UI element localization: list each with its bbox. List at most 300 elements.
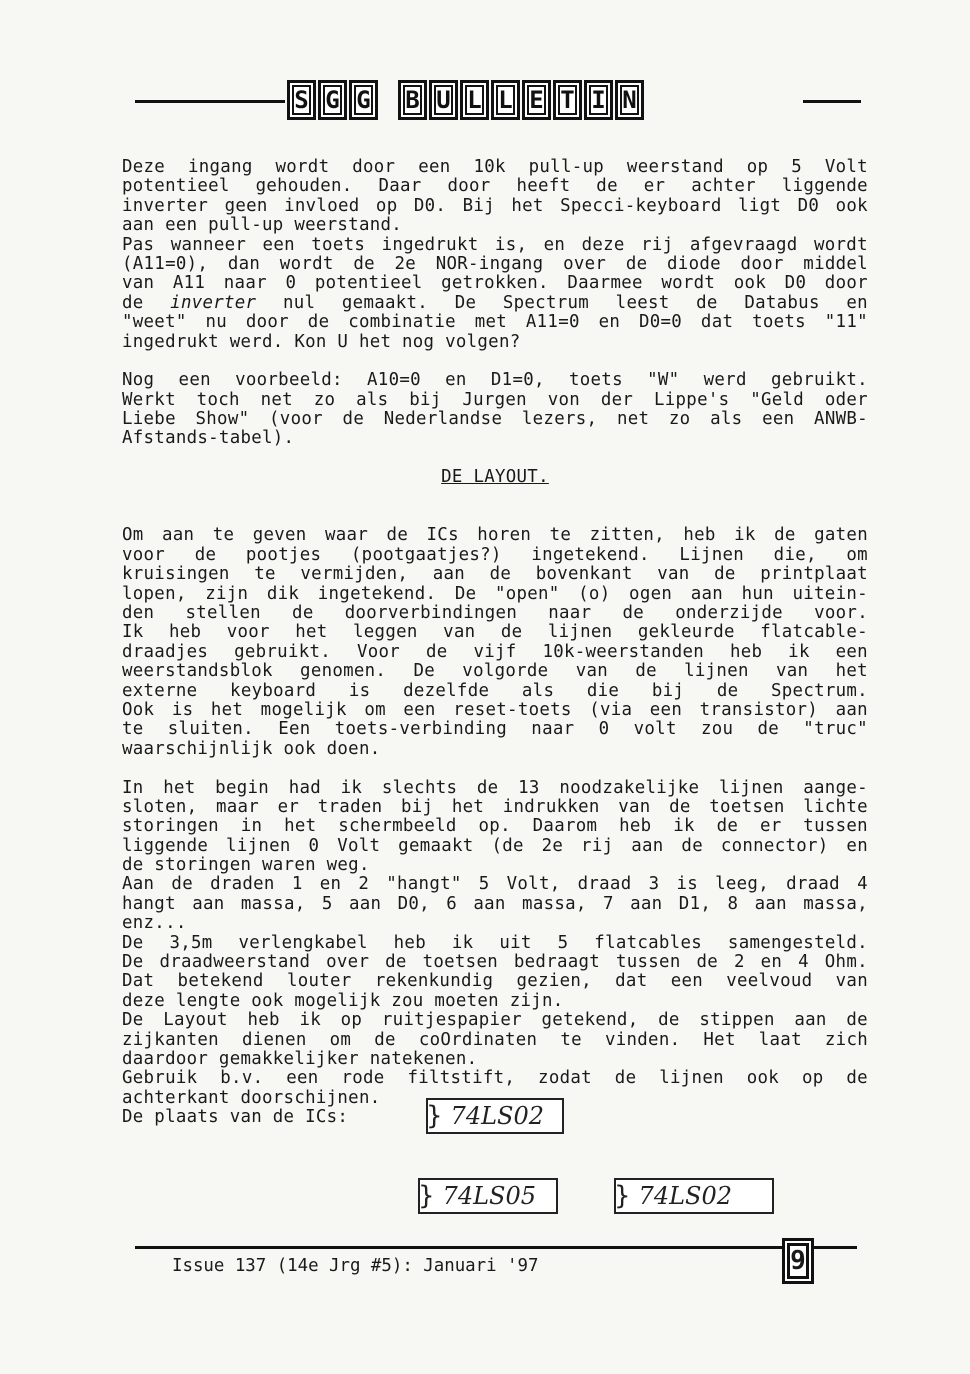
word: connector) bbox=[720, 835, 829, 856]
word: gaten bbox=[814, 525, 868, 546]
word: de bbox=[716, 680, 739, 701]
word: als bbox=[521, 680, 555, 701]
word: 5 bbox=[557, 932, 569, 953]
text-line bbox=[122, 1031, 868, 1050]
word: De bbox=[122, 1010, 144, 1031]
word: heb bbox=[247, 1010, 280, 1031]
text-line bbox=[122, 914, 868, 933]
word: volt bbox=[633, 719, 677, 740]
word: de bbox=[635, 661, 657, 682]
word: dat bbox=[615, 971, 648, 992]
word: ICs bbox=[426, 525, 459, 546]
word: Spectrum. bbox=[771, 680, 868, 701]
word: Voor bbox=[356, 641, 401, 662]
word: door bbox=[447, 176, 491, 197]
word: zodat bbox=[538, 1068, 592, 1089]
masthead-title bbox=[287, 80, 646, 120]
word: aan bbox=[631, 835, 664, 856]
word: gebruikt. bbox=[770, 370, 868, 391]
text-line bbox=[122, 294, 868, 313]
issue-info: Issue 137 (14e Jrg #5): Januari '97 bbox=[172, 1256, 539, 1276]
word: indrukken bbox=[502, 796, 600, 817]
word: onderzijde bbox=[675, 602, 783, 623]
word: hun bbox=[741, 583, 774, 604]
text-line bbox=[122, 255, 868, 274]
word: ANWB- bbox=[814, 409, 868, 430]
word: massa, bbox=[803, 893, 868, 914]
word: 6 bbox=[446, 893, 458, 914]
word: toetsen bbox=[422, 952, 498, 973]
word: de bbox=[386, 525, 409, 546]
word: 10k bbox=[473, 157, 506, 177]
text-line bbox=[122, 720, 868, 739]
word: maar bbox=[215, 796, 260, 817]
word: achter bbox=[691, 176, 756, 197]
word: diode bbox=[667, 253, 721, 274]
masthead-letter: T bbox=[553, 80, 582, 120]
word: als bbox=[710, 409, 743, 430]
word: de bbox=[681, 835, 703, 856]
text-segment: De plaats van de ICs: bbox=[122, 1107, 349, 1128]
word: aan bbox=[161, 525, 195, 546]
text-line bbox=[122, 274, 868, 293]
text-line bbox=[122, 623, 868, 642]
word: ligt bbox=[738, 195, 782, 216]
word: "truc" bbox=[803, 719, 868, 740]
word: leeg, bbox=[715, 874, 769, 895]
text-line bbox=[122, 1050, 868, 1069]
text-line bbox=[122, 934, 868, 953]
word: Deze bbox=[122, 157, 166, 177]
word: leggen bbox=[353, 622, 418, 643]
word: Dat bbox=[122, 971, 155, 992]
masthead-letter: U bbox=[429, 80, 458, 120]
word: heb bbox=[729, 641, 763, 662]
word: de bbox=[714, 564, 736, 585]
word: gebruikt. bbox=[234, 641, 332, 662]
text-line bbox=[122, 837, 868, 856]
ic-notch-icon: } bbox=[418, 1181, 435, 1211]
word: aan bbox=[835, 699, 868, 720]
word: lichte bbox=[803, 796, 868, 817]
word: den bbox=[122, 602, 155, 623]
word: Jurgen bbox=[462, 389, 527, 410]
word: 3 bbox=[648, 874, 660, 895]
word: heeft bbox=[516, 176, 571, 197]
text-line bbox=[122, 604, 868, 623]
text-line bbox=[122, 371, 868, 390]
word: op bbox=[340, 1010, 363, 1031]
word: Specci-keyboard bbox=[560, 195, 722, 216]
word: 2 bbox=[358, 874, 370, 895]
word: te bbox=[212, 525, 235, 546]
word: net bbox=[260, 389, 293, 410]
word: heb bbox=[619, 816, 652, 837]
word: Pas bbox=[122, 234, 155, 255]
word: A11 bbox=[172, 273, 206, 294]
word: en bbox=[319, 874, 342, 895]
text-segment: de storingen waren weg. bbox=[122, 855, 370, 876]
word: ingetekend. bbox=[317, 583, 437, 604]
word: door bbox=[245, 312, 289, 333]
word: Ik bbox=[122, 622, 144, 643]
word: de bbox=[307, 312, 330, 333]
word: de bbox=[596, 176, 618, 197]
word: voor bbox=[122, 544, 166, 565]
word: hangt bbox=[122, 893, 176, 914]
text-line bbox=[122, 895, 868, 914]
ic-label-box bbox=[426, 1098, 564, 1134]
word: is bbox=[676, 874, 699, 895]
word: 13 bbox=[518, 777, 540, 798]
word: ook bbox=[746, 1068, 780, 1089]
word: dezelfde bbox=[403, 680, 490, 701]
word: 2e bbox=[394, 253, 417, 274]
word: filtstift, bbox=[407, 1068, 516, 1089]
text-segment: achterkant doorschijnen. bbox=[122, 1087, 381, 1108]
word: de bbox=[292, 602, 314, 623]
section-heading-text: DE LAYOUT. bbox=[441, 467, 549, 488]
word: storingen bbox=[122, 816, 219, 837]
word: inverter bbox=[122, 195, 209, 216]
word: er bbox=[643, 176, 666, 197]
word: zo bbox=[313, 389, 336, 410]
word: toetsen bbox=[709, 796, 785, 817]
word: en bbox=[598, 312, 621, 333]
text-line bbox=[122, 216, 868, 235]
word: kruisingen bbox=[122, 564, 230, 585]
word: ik bbox=[299, 1010, 321, 1031]
word: lijnen bbox=[547, 622, 613, 643]
word: dat bbox=[700, 312, 734, 333]
word: betekend bbox=[177, 971, 264, 992]
word: externe bbox=[122, 680, 198, 701]
word: dienen bbox=[241, 1029, 307, 1050]
word: Een bbox=[278, 719, 311, 740]
word: draad bbox=[786, 874, 840, 895]
word: aan bbox=[794, 1010, 827, 1031]
word: (A11=0), bbox=[122, 253, 209, 274]
word: ruitjespapier bbox=[381, 1010, 522, 1031]
word: afgevraagd bbox=[689, 234, 798, 255]
masthead-letter: G bbox=[318, 80, 347, 120]
word: gehouden. bbox=[255, 176, 353, 197]
word: D0 bbox=[784, 273, 807, 294]
word: Layout bbox=[163, 1010, 228, 1031]
text-line bbox=[122, 313, 868, 332]
text-segment: Afstands-tabel). bbox=[122, 428, 295, 449]
paragraph-gap bbox=[122, 759, 868, 778]
word: wordt bbox=[814, 234, 868, 255]
word: nu bbox=[205, 312, 228, 333]
word: (voor bbox=[269, 409, 323, 430]
word: is bbox=[171, 699, 194, 720]
word: is, bbox=[494, 234, 528, 255]
text-line bbox=[122, 1011, 868, 1030]
word: de bbox=[846, 1068, 868, 1089]
word: op bbox=[375, 195, 398, 216]
word: gezien, bbox=[516, 971, 592, 992]
word: De bbox=[122, 952, 144, 973]
word: flatcable- bbox=[760, 622, 868, 643]
masthead-letter: S bbox=[287, 80, 316, 120]
word: te bbox=[254, 564, 276, 585]
word: sloten, bbox=[122, 796, 198, 817]
ic-label: 74LS05 bbox=[442, 1182, 537, 1210]
word: vermijden, bbox=[300, 564, 409, 585]
text-line bbox=[122, 972, 868, 991]
text-line bbox=[122, 856, 868, 875]
word: te bbox=[122, 719, 144, 740]
word: Volt bbox=[824, 157, 868, 177]
word: rij bbox=[581, 835, 614, 856]
word: geen bbox=[224, 195, 268, 216]
word: Lijnen bbox=[679, 544, 745, 565]
word: voorbeeld: bbox=[235, 370, 343, 391]
word: 0 bbox=[598, 719, 610, 740]
word: van bbox=[575, 661, 609, 682]
word: bij bbox=[409, 389, 442, 410]
masthead-letter: N bbox=[615, 80, 644, 120]
paragraph-gap bbox=[122, 352, 868, 371]
word: ingetekend. bbox=[531, 544, 650, 565]
word: heb bbox=[683, 525, 716, 546]
word: de bbox=[171, 874, 193, 895]
word: de bbox=[614, 1068, 637, 1089]
word: voor bbox=[226, 622, 270, 643]
word: reset-toets bbox=[453, 699, 572, 720]
word: als bbox=[356, 389, 389, 410]
word: de bbox=[757, 719, 780, 740]
word: ik bbox=[451, 932, 474, 953]
word: Nederlandse bbox=[383, 409, 503, 430]
word: 0 bbox=[308, 835, 320, 856]
word: "11" bbox=[824, 312, 868, 333]
word: werd bbox=[703, 370, 747, 391]
word: over bbox=[563, 253, 607, 274]
word: Daarmee bbox=[567, 273, 643, 294]
word: is bbox=[348, 680, 371, 701]
word: potentieel bbox=[122, 176, 230, 197]
text-line bbox=[122, 565, 868, 584]
word: De bbox=[454, 583, 477, 604]
word: potentieel bbox=[314, 273, 423, 294]
word: het bbox=[295, 622, 328, 643]
word: draadjes bbox=[122, 641, 209, 662]
word: op bbox=[746, 157, 769, 177]
word: getrokken. bbox=[441, 273, 549, 294]
word: de bbox=[696, 952, 719, 973]
word: massa, bbox=[240, 893, 306, 914]
word: liggende bbox=[122, 835, 209, 856]
word: gemaakt. bbox=[341, 292, 429, 313]
word: Volt bbox=[337, 835, 381, 856]
word: op. bbox=[478, 816, 511, 837]
word: zou bbox=[700, 719, 734, 740]
word: van bbox=[776, 661, 809, 682]
word: nul bbox=[282, 292, 316, 313]
word: van bbox=[657, 564, 690, 585]
word: lezers, bbox=[521, 409, 598, 430]
text-line bbox=[122, 526, 868, 545]
text-line bbox=[122, 992, 868, 1011]
word: wanneer bbox=[170, 234, 247, 255]
word: der bbox=[600, 389, 634, 410]
masthead bbox=[135, 78, 860, 126]
word: voor. bbox=[814, 602, 868, 623]
text-line bbox=[122, 236, 868, 255]
word: de bbox=[353, 253, 375, 274]
word: Daarom bbox=[532, 816, 598, 837]
word: tussen bbox=[803, 816, 868, 837]
masthead-letter: E bbox=[522, 80, 551, 120]
word: "open" bbox=[494, 583, 560, 604]
text-line bbox=[122, 740, 868, 759]
word: ook bbox=[835, 195, 868, 216]
word: de bbox=[194, 544, 217, 565]
word: de bbox=[425, 641, 448, 662]
word: op bbox=[801, 1068, 824, 1089]
word: Het bbox=[703, 1029, 736, 1050]
word: NOR-ingang bbox=[435, 253, 544, 274]
word: slechts bbox=[381, 777, 458, 798]
word: horen bbox=[477, 525, 532, 546]
word: lijnen bbox=[659, 1068, 724, 1089]
word: In bbox=[122, 777, 144, 798]
text-segment: ingedrukt werd. Kon U het nog volgen? bbox=[122, 331, 521, 352]
word: gekleurde bbox=[637, 622, 735, 643]
word: het bbox=[511, 195, 544, 216]
word: de bbox=[374, 1029, 396, 1050]
word: genomen. bbox=[300, 661, 387, 682]
word: lijnen bbox=[718, 777, 784, 798]
word: toets-verbinding bbox=[334, 719, 508, 740]
word: naar bbox=[531, 719, 575, 740]
word: aan bbox=[192, 893, 225, 914]
word: heb bbox=[393, 932, 426, 953]
word: 8 bbox=[727, 893, 739, 914]
word: flatcables bbox=[594, 932, 702, 953]
word: zijkanten bbox=[122, 1029, 219, 1050]
word: lopen, bbox=[122, 583, 187, 604]
word: volgorde bbox=[462, 661, 549, 682]
word: de bbox=[658, 1010, 680, 1031]
word: veelvoud bbox=[726, 971, 813, 992]
word: b.v. bbox=[220, 1068, 264, 1089]
word: (de bbox=[491, 835, 524, 856]
word: over bbox=[326, 952, 370, 973]
word: Databus bbox=[744, 292, 820, 313]
word: von bbox=[547, 389, 581, 410]
text-line bbox=[122, 546, 868, 565]
word: en bbox=[760, 952, 783, 973]
ic-label-box bbox=[418, 1178, 558, 1214]
word: samengesteld. bbox=[727, 932, 868, 953]
word: net bbox=[616, 409, 650, 430]
word: weerstand bbox=[626, 157, 724, 177]
word: 5 bbox=[321, 893, 333, 914]
word: een bbox=[649, 699, 683, 720]
article-body bbox=[122, 158, 868, 1128]
word: noodzakelijke bbox=[559, 777, 700, 798]
word: Liebe bbox=[122, 409, 176, 430]
word: 0 bbox=[285, 273, 297, 294]
word: een bbox=[418, 157, 451, 177]
word: en bbox=[846, 835, 868, 856]
word: 7 bbox=[603, 893, 614, 914]
word: de bbox=[385, 952, 407, 973]
text-segment: enz... bbox=[122, 913, 187, 934]
word: Nog bbox=[122, 370, 155, 391]
word: om bbox=[329, 1029, 352, 1050]
word: Om bbox=[122, 525, 144, 546]
word: D0, bbox=[397, 893, 430, 914]
word: aan bbox=[348, 893, 382, 914]
word: (via bbox=[589, 699, 633, 720]
word: ik bbox=[788, 641, 810, 662]
word: een bbox=[286, 1068, 319, 1089]
word: louter bbox=[286, 971, 352, 992]
word: ik bbox=[734, 525, 756, 546]
word: laat bbox=[758, 1029, 802, 1050]
word: A11=0 bbox=[525, 312, 580, 333]
word: heb bbox=[168, 622, 202, 643]
word: vijf bbox=[473, 641, 517, 662]
word: van bbox=[122, 273, 155, 294]
word: A10=0 bbox=[367, 370, 421, 391]
word: de bbox=[846, 1010, 868, 1031]
text-line bbox=[122, 410, 868, 429]
text-line bbox=[122, 391, 868, 410]
word: bedraagt bbox=[513, 952, 601, 973]
word: het bbox=[284, 816, 317, 837]
ic-label: 74LS02 bbox=[450, 1102, 545, 1130]
word: Lippe's bbox=[654, 389, 730, 410]
word: verlengkabel bbox=[238, 932, 368, 953]
word: De bbox=[454, 292, 477, 313]
word: met bbox=[474, 312, 508, 333]
ic-notch-icon: } bbox=[614, 1181, 631, 1211]
word: oder bbox=[824, 389, 868, 410]
word: een bbox=[762, 409, 795, 430]
ic-label-box bbox=[614, 1178, 774, 1214]
word: de bbox=[622, 602, 645, 623]
word: zijn bbox=[205, 583, 249, 604]
word: Spectrum bbox=[502, 292, 590, 313]
word: door bbox=[824, 273, 868, 294]
word: wordt bbox=[279, 253, 334, 274]
word: Ook bbox=[122, 699, 155, 720]
word: en bbox=[543, 234, 566, 255]
word: ik bbox=[340, 777, 363, 798]
word: die, bbox=[773, 544, 817, 565]
paragraph-gap bbox=[122, 507, 868, 526]
word: door bbox=[352, 157, 396, 177]
word: aan bbox=[754, 893, 787, 914]
word: naar bbox=[548, 602, 592, 623]
word: getekend, bbox=[541, 1010, 639, 1031]
word: dan bbox=[227, 253, 261, 274]
word: de bbox=[716, 816, 739, 837]
word: pull-up bbox=[528, 157, 605, 177]
word: gemaakt bbox=[398, 835, 474, 856]
word: wordt bbox=[275, 157, 330, 177]
word: "W" bbox=[647, 370, 680, 391]
word: toets bbox=[311, 234, 366, 255]
word: de bbox=[122, 292, 144, 313]
masthead-letter: L bbox=[460, 80, 489, 120]
word: Show" bbox=[195, 409, 250, 430]
